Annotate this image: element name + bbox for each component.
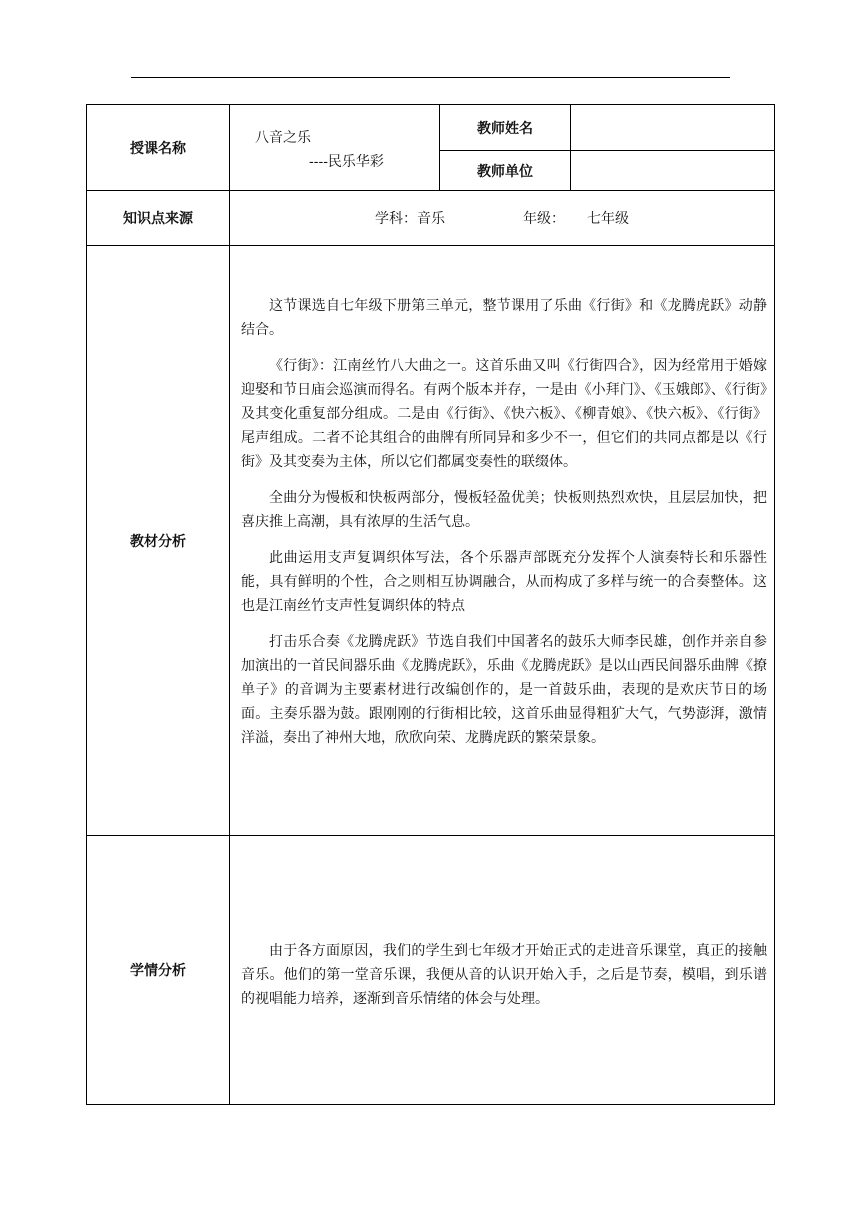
subject-text: 学科：音乐	[375, 211, 445, 227]
analysis-content	[230, 246, 775, 836]
course-name-label: 授课名称	[87, 105, 230, 191]
student-paragraph: 由于各方面原因，我们的学生到七年级才开始正式的走进音乐课堂，真正的接触音乐。他们的第一堂音乐课，我便从音的认识开始入手，之后是节奏，模唱，到乐谱的视唱能力培养，逐渐到音乐情绪的体会与处理。	[241, 943, 767, 1007]
analysis-label: 教材分析	[87, 246, 230, 836]
grade-value: 七年级	[587, 211, 629, 227]
teacher-unit-value	[571, 151, 775, 191]
source-cell	[230, 191, 775, 246]
course-title: 八音之乐	[255, 130, 311, 146]
student-content	[230, 836, 775, 1105]
course-subtitle: ----民乐华彩	[309, 154, 384, 170]
teacher-name-label: 教师姓名	[440, 105, 571, 151]
header-rule	[131, 77, 730, 78]
analysis-paragraph: 此曲运用支声复调织体写法，各个乐器声部既充分发挥个人演奏特长和乐器性能，具有鲜明的个性，合之则相互协调融合，从而构成了多样与统一的合奏整体。这也是江南丝竹支声性复调织体的特点	[241, 550, 767, 614]
analysis-paragraph: 《行街》：江南丝竹八大曲之一。这首乐曲又叫《行街四合》，因为经常用于婚嫁迎娶和节日庙会巡演而得名。有两个版本并存，一是由《小拜门》、《玉娥郎》、《行街》及其变化重复部分组成。二是由《行街》、《快六板》、《柳青娘》、《快六板》、《行街》尾声组成。二者不论其组合的曲牌有所同异和多少不一，但它们的共同点都是以《行街》及其变奏为主体，所以它们都属变奏性的联缀体。	[241, 358, 767, 470]
teacher-name-value	[571, 105, 775, 151]
analysis-paragraph: 全曲分为慢板和快板两部分，慢板轻盈优美；快板则热烈欢快，且层层加快，把喜庆推上高潮，具有浓厚的生活气息。	[241, 490, 767, 530]
lesson-plan-table	[86, 104, 775, 1105]
student-label: 学情分析	[87, 836, 230, 1105]
analysis-paragraph: 这节课选自七年级下册第三单元，整节课用了乐曲《行街》和《龙腾虎跃》动静结合。	[241, 298, 767, 338]
source-label: 知识点来源	[87, 191, 230, 246]
analysis-paragraph: 打击乐合奏《龙腾虎跃》节选自我们中国著名的鼓乐大师李民雄，创作并亲自参加演出的一首民间器乐曲《龙腾虎跃》，乐曲《龙腾虎跃》是以山西民间器乐曲牌《撩单子》的音调为主要素材进行改编创作的，是一首鼓乐曲，表现的是欢庆节日的场面。主奏乐器为鼓。跟刚刚的行街相比较，这首乐曲显得粗犷大气，气势澎湃，激情洋溢，奏出了神州大地，欣欣向荣、龙腾虎跃的繁荣景象。	[241, 634, 767, 746]
grade-label: 年级：	[523, 211, 565, 227]
course-name-cell	[230, 105, 440, 191]
teacher-unit-label: 教师单位	[440, 151, 571, 191]
